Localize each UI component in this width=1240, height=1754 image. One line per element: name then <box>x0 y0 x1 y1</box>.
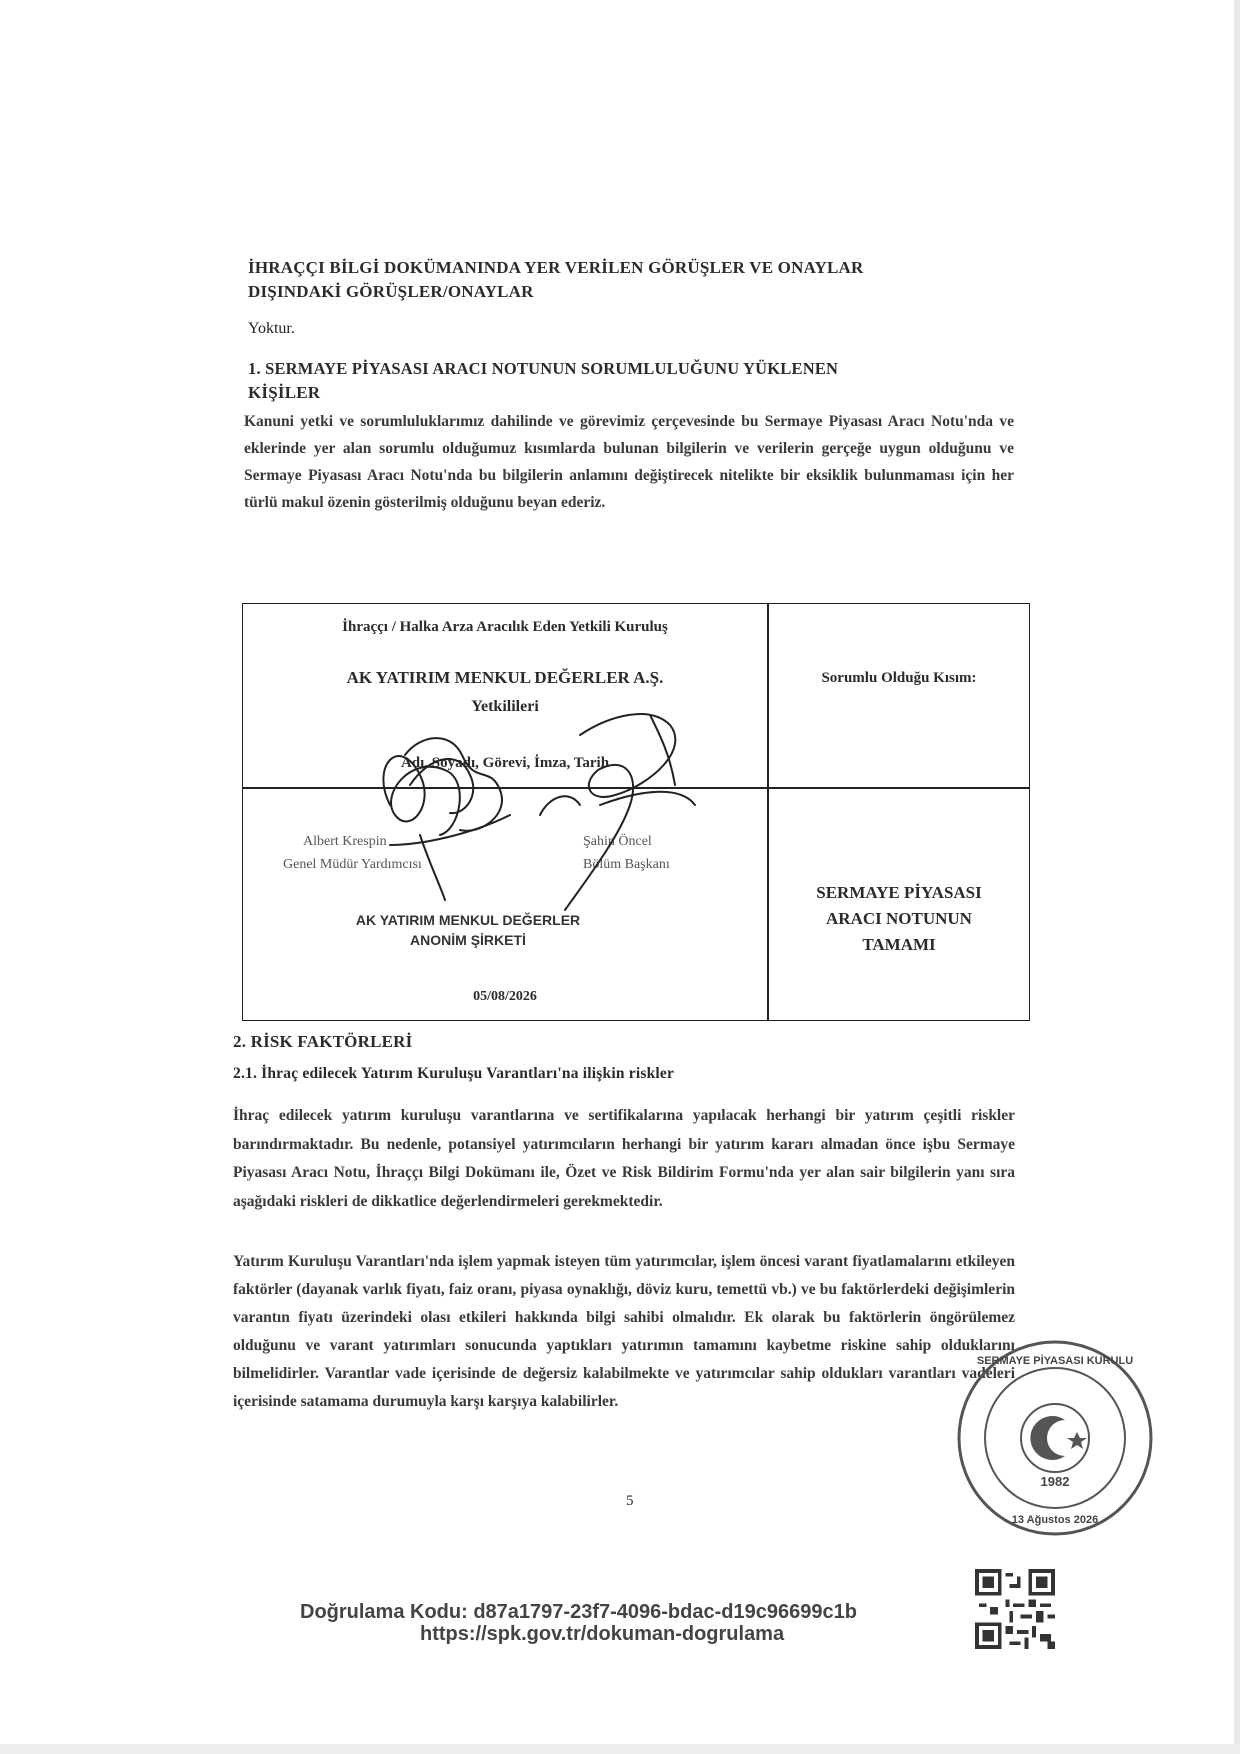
section-2-para1: İhraç edilecek yatırım kuruluşu varantlarına ve sertifikalarına yapılacak herhangi bir yatırım çeşitli riskler barındırmaktadır. Bu nedenle, potansiyel yatırımcıların herhangi bir yatırım kararı almadan önce işbu Sermaye Piyasası Aracı Notu, İhraççı Bilgi Dokümanı ile, Özet ve Risk Bildirim Formu'nda yer alan sair bilgilerin yanı sıra aşağıdaki riskleri de dikkatlice değerlendirmeleri gerekmektedir. <box>233 1107 1015 1210</box>
table-header-entity: İhraççı / Halka Arza Aracılık Eden Yetkili Kuruluş <box>342 619 668 635</box>
section-1-title-line2: KİŞİLER <box>248 383 321 402</box>
signer1-title: Genel Müdür Yardımcısı <box>283 857 422 872</box>
section-2-para2: Yatırım Kuruluşu Varantları'nda işlem yapmak isteyen tüm yatırımcılar, işlem öncesi varant fiyatlamalarını etkileyen faktörler (dayanak varlık fiyatı, faiz oranı, piyasa oynaklığı, döviz kuru, temettü vb.) ve bu faktörlerdeki değişimlerin varantın fiyatı üzerindeki olası etkileri hakkında bilgi sahibi olmalıdır. Ek olarak bu faktörlerin öngörülemez olduğunu ve varant yatırımları sonucunda yaptıkları yatırımın tamamını kaybetme riskine sahip olduklarını bilmelidirler. Varantlar vade içerisinde de değersiz kalabilmekte ve yatırımcılar sahip oldukları varantları vadeleri içerisinde satamama durumuyla karşı karşıya kalabilirler. <box>233 1253 1015 1410</box>
verification-url[interactable]: https://spk.gov.tr/dokuman-dogrulama <box>420 1623 785 1645</box>
section-1-body: Kanuni yetki ve sorumluluklarımız dahilinde ve görevimiz çerçevesinde bu Sermaye Piyasası Aracı Notu'nda ve eklerinde yer alan sorumlu olduğumuz kısımlarda bulunan bilgilerin ve verilerin gerçeğe uygun olduğunu ve Sermaye Piyasası Aracı Notu'nda bu bilgilerin anlamını değiştirecek nitelikte bir eksiklik bulunmaması için her türlü makul özenin gösterilmiş olduğunu beyan ederiz. <box>244 413 1014 511</box>
verification-qr-code <box>975 1566 1055 1652</box>
responsibility-line3: TAMAMI <box>862 935 936 954</box>
company-stamp-line2: ANONİM ŞİRKETİ <box>410 932 526 948</box>
table-authorized-label: Yetkilileri <box>471 698 539 715</box>
page-edge-right <box>1234 0 1240 1754</box>
signature-date: 05/08/2026 <box>473 989 537 1004</box>
table-responsibility-header: Sorumlu Olduğu Kısım: <box>821 670 977 686</box>
verification-code: Doğrulama Kodu: d87a1797-23f7-4096-bdac-d19c96699c1b <box>300 1601 857 1623</box>
verification-footer <box>300 1600 940 1644</box>
table-signature-fields: Adı, Soyadı, Görevi, İmza, Tarih <box>400 755 610 771</box>
section-2-title: 2. RİSK FAKTÖRLERİ <box>233 1032 413 1051</box>
section-1-title-line1: 1. SERMAYE PİYASASI ARACI NOTUNUN SORUMLULUĞUNU YÜKLENEN <box>248 359 839 378</box>
other-opinions-body: Yoktur. <box>248 320 295 337</box>
responsibility-line2: ARACI NOTUNUN <box>826 909 972 928</box>
other-opinions-title-line2: DIŞINDAKİ GÖRÜŞLER/ONAYLAR <box>248 282 534 301</box>
official-seal <box>955 1338 1155 1538</box>
signature-table <box>242 603 1030 1021</box>
signer2-title: Bölüm Başkanı <box>583 857 670 872</box>
page-number: 5 <box>626 1493 634 1509</box>
page-edge-bottom <box>0 1744 1240 1754</box>
signer1-name: Albert Krespin <box>303 834 387 849</box>
responsibility-line1: SERMAYE PİYASASI <box>816 883 982 902</box>
company-stamp-line1: AK YATIRIM MENKUL DEĞERLER <box>355 912 581 928</box>
other-opinions-title-line1: İHRAÇÇI BİLGİ DOKÜMANINDA YER VERİLEN GÖRÜŞLER VE ONAYLAR <box>248 258 864 277</box>
seal-date: 13 Ağustos 2026 <box>1011 1514 1099 1526</box>
section-2-subtitle: 2.1. İhraç edilecek Yatırım Kuruluşu Varantları'na ilişkin riskler <box>233 1065 675 1082</box>
signer2-name: Şahin Öncel <box>583 834 652 849</box>
seal-year: 1982 <box>1040 1474 1070 1489</box>
seal-authority: SERMAYE PİYASASI KURULU <box>976 1355 1134 1367</box>
table-horizontal-divider <box>243 787 1029 789</box>
table-company-name: AK YATIRIM MENKUL DEĞERLER A.Ş. <box>346 668 664 687</box>
